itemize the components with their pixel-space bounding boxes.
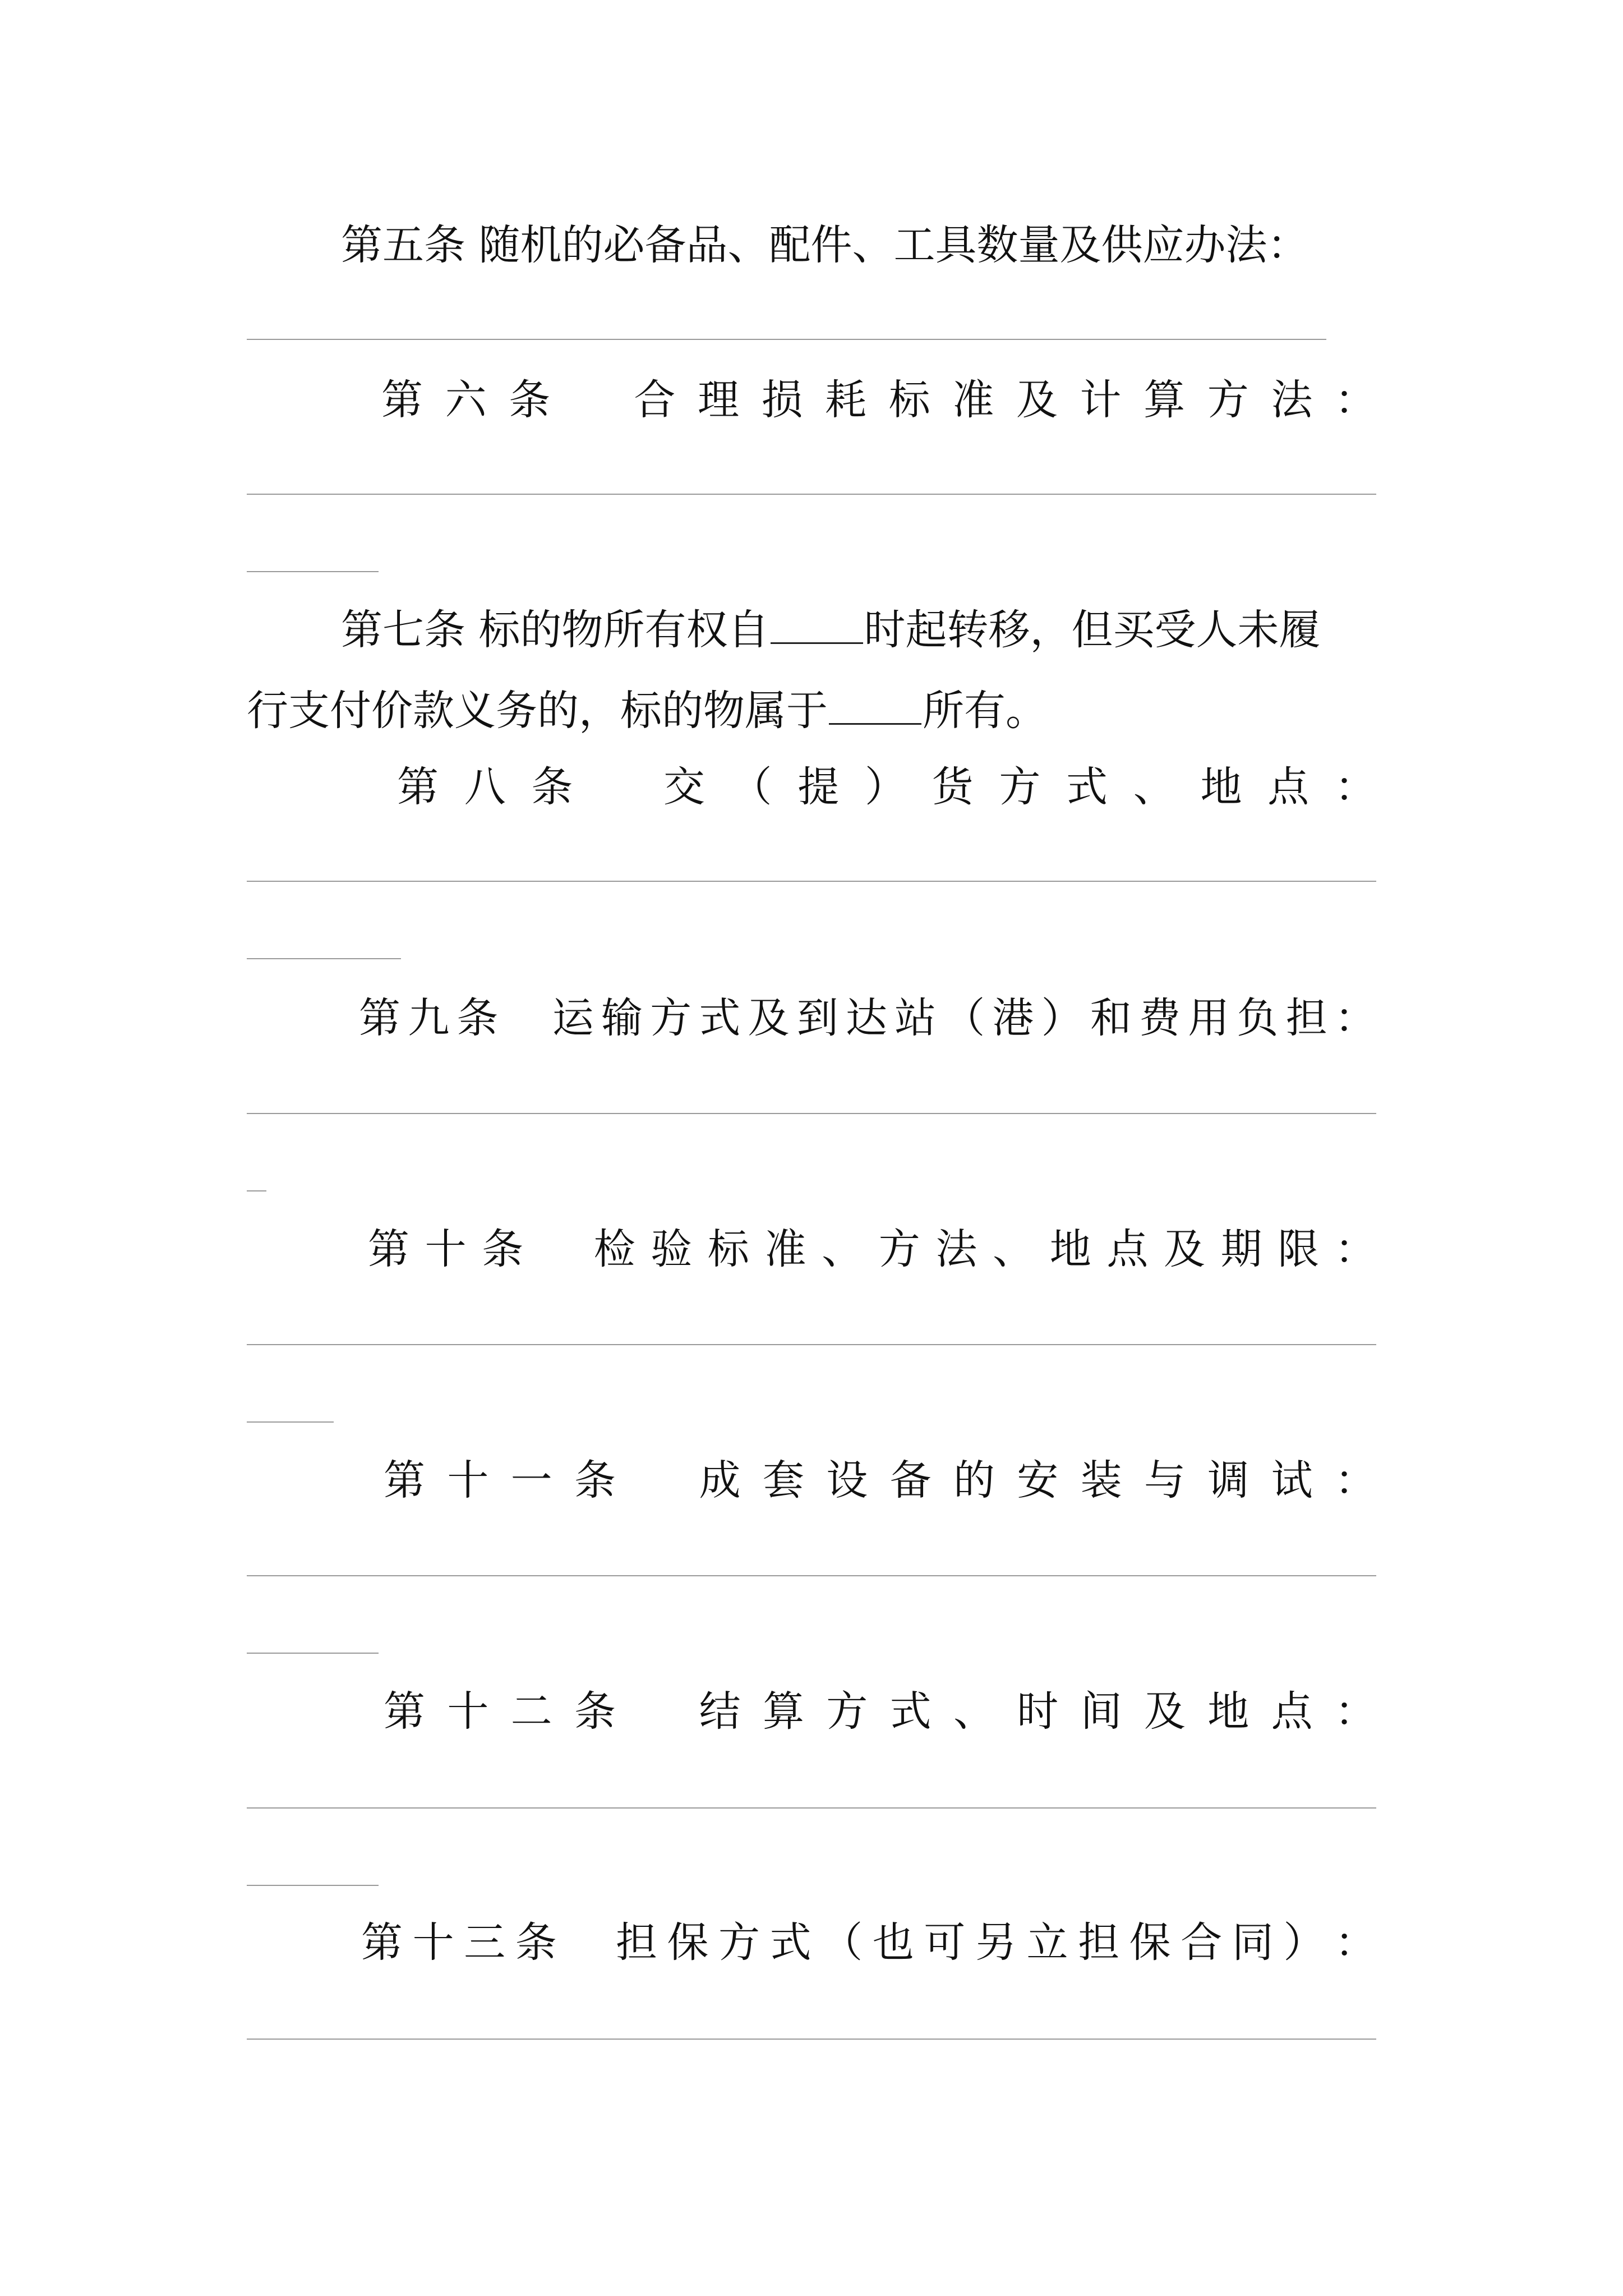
article-body-char: 港 bbox=[992, 994, 1034, 1042]
article-body-char: 准 bbox=[952, 376, 994, 424]
article-body-char: 式 bbox=[769, 1918, 811, 1967]
fill-in-rule bbox=[247, 494, 1376, 495]
fill-in-rule bbox=[247, 1190, 266, 1191]
article-body-char: 备 bbox=[889, 1456, 932, 1504]
fill-in-rule bbox=[247, 1653, 379, 1654]
article-body-char: 和 bbox=[1090, 994, 1132, 1042]
article-7-text: 第七条 标的物所有权自 bbox=[341, 606, 769, 654]
article-body-char: 检 bbox=[593, 1225, 635, 1273]
article-number-char: 六 bbox=[445, 376, 487, 424]
article-body-char: ： bbox=[1334, 376, 1376, 424]
fill-in-rule bbox=[247, 2039, 1376, 2040]
article-body-char: 担 bbox=[1285, 994, 1327, 1042]
article-body-char: 及 bbox=[1016, 376, 1058, 424]
article-body-char: 、 bbox=[953, 1687, 995, 1736]
article-body-char: 调 bbox=[1207, 1456, 1249, 1504]
article-body-char: 及 bbox=[748, 994, 790, 1042]
fill-in-rule bbox=[247, 339, 1326, 340]
article-7-text: 时起转移，但买受人未履 bbox=[864, 606, 1321, 654]
article-body-char: 式 bbox=[889, 1687, 932, 1736]
article-body-char: ： bbox=[1334, 994, 1376, 1042]
article-13 bbox=[361, 1917, 1376, 1968]
article-number-char: 十 bbox=[447, 1456, 489, 1504]
fill-in-rule bbox=[247, 1807, 1376, 1809]
article-body-char: 、 bbox=[1133, 763, 1175, 811]
article-body-char: 达 bbox=[845, 994, 887, 1042]
article-body-char: 结 bbox=[699, 1687, 741, 1736]
article-body-char: 安 bbox=[1017, 1456, 1059, 1504]
article-body-char: 算 bbox=[1144, 376, 1186, 424]
article-number-char: 条 bbox=[531, 763, 573, 811]
article-number-char: 八 bbox=[464, 763, 506, 811]
article-body-char: 准 bbox=[764, 1225, 806, 1273]
fill-in-rule bbox=[247, 958, 401, 959]
article-body-char: 设 bbox=[826, 1456, 868, 1504]
article-body-char: ） bbox=[1041, 994, 1083, 1042]
article-body-char: 验 bbox=[651, 1225, 693, 1273]
article-body-char: 法 bbox=[1271, 376, 1313, 424]
article-body-char: 标 bbox=[707, 1225, 749, 1273]
article-body-char: 费 bbox=[1139, 994, 1181, 1042]
fill-in-rule bbox=[247, 1575, 1376, 1576]
article-body-char: 立 bbox=[1026, 1918, 1068, 1967]
article-body-char: 方 bbox=[650, 994, 692, 1042]
article-body-char: 地 bbox=[1200, 763, 1242, 811]
article-number-char: 第 bbox=[381, 376, 423, 424]
article-body-char: 期 bbox=[1220, 1225, 1262, 1273]
article-number-char: 条 bbox=[509, 376, 551, 424]
article-number-char: 第 bbox=[384, 1456, 425, 1504]
article-body-char: ： bbox=[1334, 1456, 1376, 1504]
article-body-char: 及 bbox=[1163, 1225, 1205, 1273]
article-number-char: 第 bbox=[361, 1918, 403, 1967]
article-body-char: 同 bbox=[1232, 1918, 1274, 1967]
article-body-char: 点 bbox=[1267, 763, 1310, 811]
article-body-char: 保 bbox=[1129, 1918, 1171, 1967]
article-body-char: 地 bbox=[1207, 1687, 1249, 1736]
article-body-char: （ bbox=[730, 763, 772, 811]
article-body-char: ： bbox=[1334, 763, 1376, 811]
article-body-char: 理 bbox=[697, 376, 739, 424]
article-body-char: 算 bbox=[762, 1687, 804, 1736]
article-body-char: 方 bbox=[878, 1225, 920, 1273]
article-body-char: （ bbox=[943, 994, 985, 1042]
fill-in-rule bbox=[247, 571, 379, 572]
article-body-char: 方 bbox=[718, 1918, 760, 1967]
article-body-char: 与 bbox=[1144, 1456, 1186, 1504]
article-body-char: 用 bbox=[1188, 994, 1230, 1042]
fill-in-rule bbox=[247, 1421, 334, 1423]
article-body-char: 计 bbox=[1080, 376, 1122, 424]
article-body-char: 另 bbox=[975, 1918, 1017, 1967]
article-number-char: 第 bbox=[368, 1225, 409, 1273]
article-body-char: （ bbox=[821, 1918, 863, 1967]
article-6 bbox=[381, 375, 1376, 425]
article-body-char: 装 bbox=[1080, 1456, 1122, 1504]
article-body-char: 点 bbox=[1106, 1225, 1149, 1273]
article-number-char: 第 bbox=[397, 763, 439, 811]
article-body-char: 负 bbox=[1237, 994, 1279, 1042]
article-number-char: 九 bbox=[408, 994, 450, 1042]
article-body-char: ： bbox=[1334, 1918, 1376, 1967]
article-number-char: 条 bbox=[457, 994, 499, 1042]
article-number-char: 十 bbox=[447, 1687, 489, 1736]
article-body-char: 方 bbox=[1207, 376, 1249, 424]
article-body-char: 、 bbox=[822, 1225, 864, 1273]
article-body-char: 及 bbox=[1144, 1687, 1186, 1736]
article-body-char: 输 bbox=[601, 994, 643, 1042]
blank-field bbox=[829, 691, 921, 725]
article-5 bbox=[341, 220, 1376, 270]
article-body-char: 点 bbox=[1271, 1687, 1313, 1736]
fill-in-rule bbox=[247, 881, 1376, 882]
article-body-char: 成 bbox=[699, 1456, 741, 1504]
article-number-char: 十 bbox=[412, 1918, 454, 1967]
article-body-char: 到 bbox=[796, 994, 838, 1042]
article-number-char: 十 bbox=[425, 1225, 467, 1273]
article-body-char: 、 bbox=[993, 1225, 1035, 1273]
article-number-char: 条 bbox=[574, 1456, 616, 1504]
article-body-char: 方 bbox=[826, 1687, 868, 1736]
article-number-char: 条 bbox=[515, 1918, 557, 1967]
fill-in-rule bbox=[247, 1344, 1376, 1345]
article-body-char: 合 bbox=[1181, 1918, 1223, 1967]
fill-in-rule bbox=[247, 1885, 379, 1886]
article-number-char: 二 bbox=[510, 1687, 552, 1736]
article-body-char: 套 bbox=[762, 1456, 804, 1504]
article-11 bbox=[384, 1455, 1376, 1506]
article-body-char: 方 bbox=[999, 763, 1041, 811]
article-body-char: 限 bbox=[1278, 1225, 1320, 1273]
article-10 bbox=[368, 1224, 1376, 1274]
article-number-char: 第 bbox=[359, 994, 400, 1042]
article-8 bbox=[397, 762, 1376, 812]
article-number-char: 条 bbox=[482, 1225, 524, 1273]
article-9 bbox=[359, 993, 1376, 1043]
article-body-char: 货 bbox=[932, 763, 974, 811]
article-body-char: ： bbox=[1334, 1687, 1376, 1736]
article-body-char: 间 bbox=[1080, 1687, 1122, 1736]
article-7-text: 所有。 bbox=[923, 687, 1047, 735]
fill-in-rule bbox=[247, 1113, 1376, 1114]
article-body-char: 可 bbox=[924, 1918, 966, 1967]
article-body-char: 法 bbox=[935, 1225, 978, 1273]
article-body-char: ） bbox=[864, 763, 906, 811]
article-body-char: 标 bbox=[888, 376, 930, 424]
article-number-char: 一 bbox=[510, 1456, 552, 1504]
article-body-char: 担 bbox=[1078, 1918, 1120, 1967]
article-body-char: 提 bbox=[797, 763, 840, 811]
article-7-line-1 bbox=[341, 605, 1376, 655]
article-body-char: 交 bbox=[663, 763, 705, 811]
article-body-char: 试 bbox=[1271, 1456, 1313, 1504]
article-body-char: 耗 bbox=[825, 376, 867, 424]
article-number-char: 三 bbox=[464, 1918, 506, 1967]
article-12 bbox=[384, 1686, 1376, 1737]
article-body-char: 式 bbox=[1066, 763, 1108, 811]
article-5-text: 第五条 随机的必备品、配件、工具数量及供应办法： bbox=[341, 221, 1309, 269]
article-body-char: 时 bbox=[1017, 1687, 1059, 1736]
blank-field bbox=[771, 610, 863, 644]
article-body-char: 担 bbox=[615, 1918, 657, 1967]
article-body-char: 地 bbox=[1049, 1225, 1091, 1273]
article-7-text: 行支付价款义务的，标的物属于 bbox=[247, 687, 828, 735]
article-body-char: 保 bbox=[667, 1918, 709, 1967]
article-body-char: 也 bbox=[872, 1918, 914, 1967]
article-body-char: ： bbox=[1334, 1225, 1376, 1273]
article-body-char: 的 bbox=[953, 1456, 995, 1504]
article-body-char: 站 bbox=[895, 994, 937, 1042]
article-number-char: 第 bbox=[384, 1687, 425, 1736]
article-number-char: 条 bbox=[574, 1687, 616, 1736]
article-body-char: 运 bbox=[552, 994, 594, 1042]
article-body-char: ） bbox=[1283, 1918, 1325, 1967]
article-body-char: 式 bbox=[699, 994, 741, 1042]
article-body-char: 合 bbox=[634, 376, 676, 424]
article-body-char: 损 bbox=[761, 376, 803, 424]
article-7-line-2 bbox=[247, 685, 1376, 736]
